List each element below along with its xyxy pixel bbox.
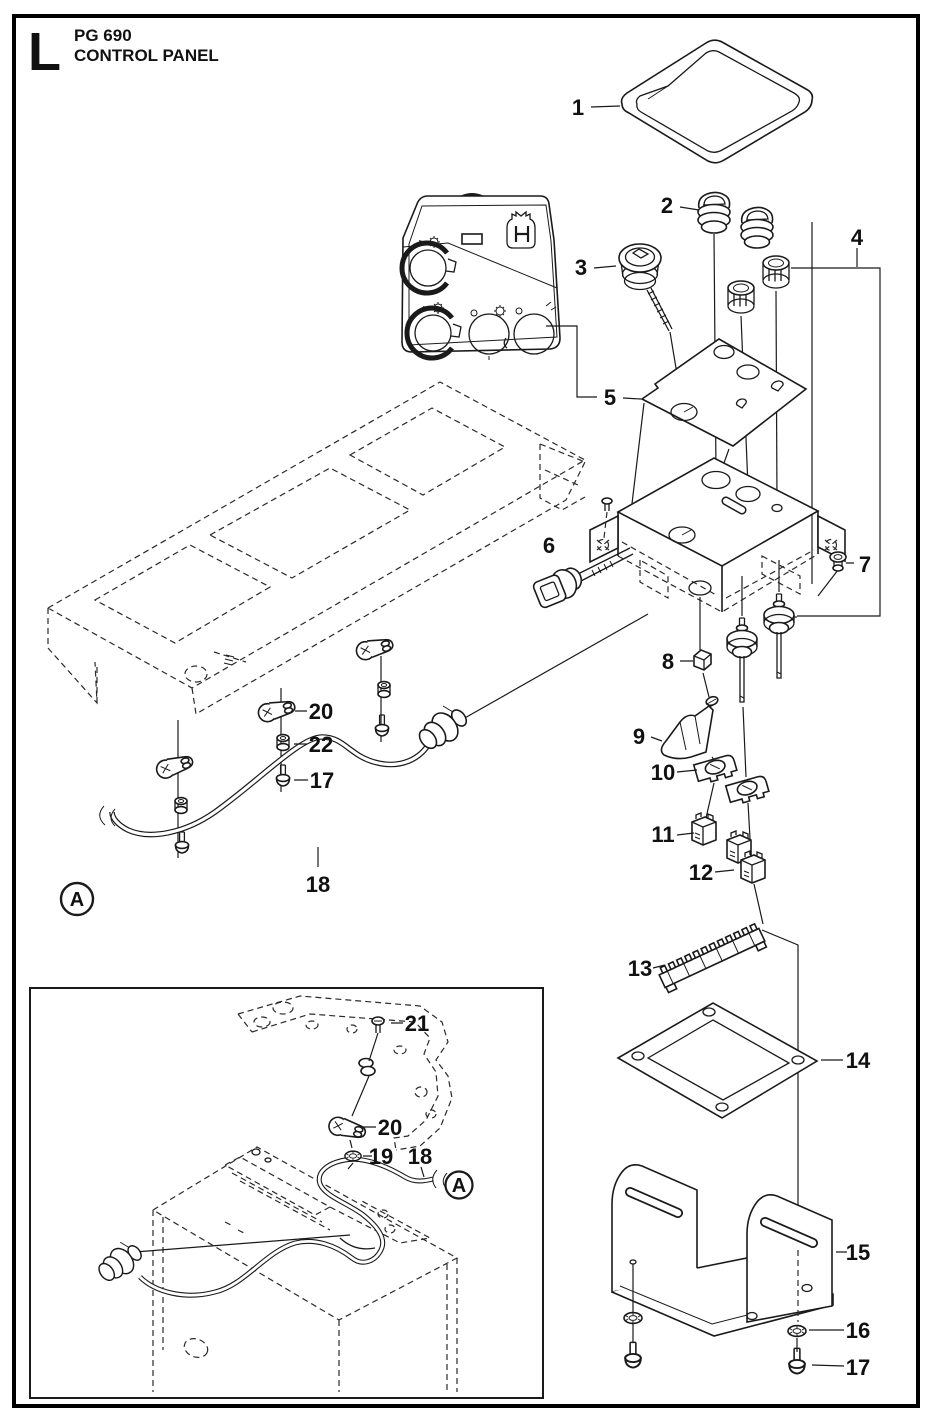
part-16-washer xyxy=(788,1326,806,1337)
cable-gland xyxy=(416,706,469,752)
part-17-screw xyxy=(625,1342,641,1367)
part-19-nut xyxy=(345,1151,361,1161)
callout-18: 18 xyxy=(305,872,331,897)
callout-20: 20 xyxy=(308,699,334,724)
callout-20b: 20 xyxy=(377,1115,403,1140)
cable-gland xyxy=(96,1242,144,1283)
view-marker-a xyxy=(61,883,93,915)
part-2-rubber-cap xyxy=(698,192,730,233)
callout-7: 7 xyxy=(858,552,872,577)
callout-9: 9 xyxy=(632,724,646,749)
view-marker-a-inset xyxy=(446,1172,473,1199)
part-22-spacer xyxy=(277,735,289,751)
part-10-lock-plate xyxy=(726,775,770,806)
part-4-knurled-nut xyxy=(763,256,789,288)
callout-8: 8 xyxy=(661,649,675,674)
part-12-switch-block xyxy=(741,851,765,883)
callout-3: 3 xyxy=(574,255,588,280)
part-20-cable-clamp xyxy=(355,635,395,661)
callout-2: 2 xyxy=(660,193,674,218)
section-letter: L xyxy=(28,22,61,82)
title-block xyxy=(28,22,219,82)
callout-19: 19 xyxy=(368,1144,394,1169)
machine-box-phantom xyxy=(153,1147,457,1392)
part-20-cable-clamp xyxy=(327,1115,367,1141)
view-a-label: A xyxy=(451,1175,467,1197)
callout-17b: 17 xyxy=(309,768,335,793)
part-14-gasket xyxy=(618,1003,817,1118)
leader-line xyxy=(680,207,699,210)
model-code: PG 690 xyxy=(74,26,132,45)
callout-16: 16 xyxy=(845,1318,871,1343)
callout-5: 5 xyxy=(603,385,617,410)
part-20-cable-clamp xyxy=(154,752,195,781)
callout-11: 11 xyxy=(651,822,675,847)
callout-14: 14 xyxy=(845,1048,871,1073)
control-panel-face xyxy=(402,196,560,360)
part-potentiometer xyxy=(727,618,757,702)
leader-line xyxy=(700,597,709,697)
part-22-spacer xyxy=(378,682,390,698)
view-a-label: A xyxy=(69,889,85,911)
part-17-screw xyxy=(376,715,389,736)
callout-17: 17 xyxy=(845,1355,871,1380)
part-4-knurled-nut xyxy=(728,281,754,313)
part-11-switch-block xyxy=(692,813,716,845)
part-22-spacer xyxy=(175,798,187,814)
callout-6: 6 xyxy=(542,533,556,558)
part-2-rubber-cap xyxy=(741,207,773,248)
callout-1: 1 xyxy=(571,95,585,120)
callout-12: 12 xyxy=(688,860,714,885)
part-9-clip-bracket xyxy=(661,695,719,758)
part-8-square-nut xyxy=(694,650,711,670)
part-potentiometer xyxy=(764,594,794,678)
page-title: CONTROL PANEL xyxy=(74,46,219,65)
part-10-lock-plate xyxy=(694,754,738,785)
chassis-frame-phantom xyxy=(48,382,585,714)
callout-13: 13 xyxy=(627,956,653,981)
leader-line xyxy=(594,266,616,268)
part-13-terminal-strip xyxy=(657,923,768,993)
control-box-housing xyxy=(590,458,845,612)
part-17-screw xyxy=(277,765,290,786)
callout-15: 15 xyxy=(845,1240,871,1265)
callout-18b: 18 xyxy=(407,1144,433,1169)
callout-10: 10 xyxy=(650,760,676,785)
part-20-cable-clamp xyxy=(257,697,297,723)
callout-22: 22 xyxy=(308,732,334,757)
callout-21: 21 xyxy=(404,1011,430,1036)
leader-line xyxy=(591,106,620,107)
part-16-washer xyxy=(624,1313,642,1324)
part-7-bushing xyxy=(818,552,854,596)
callout-4: 4 xyxy=(850,225,864,250)
part-17-screw xyxy=(789,1348,805,1373)
part-1-top-frame xyxy=(622,40,813,163)
part-15-mounting-bracket xyxy=(612,1165,833,1336)
